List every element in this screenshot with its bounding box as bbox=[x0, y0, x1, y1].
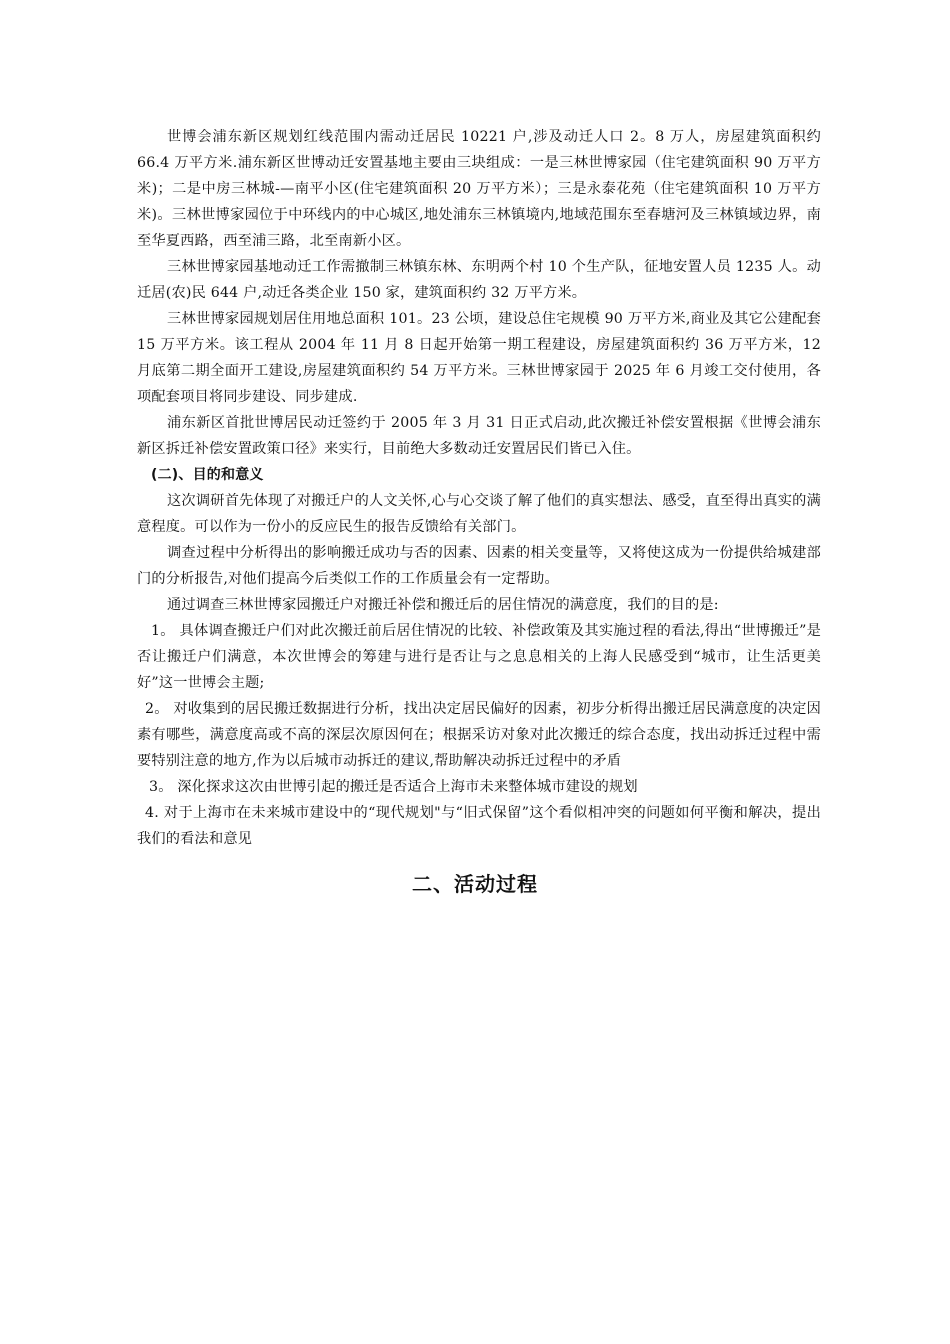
paragraph-base-relocation: 三林世博家园基地动迁工作需撤制三林镇东林、东明两个村 10 个生产队，征地安置人员 1235 人。动迁居(农)民 644 户,动迁各类企业 150 家，建筑面积约 32 万平方米。 bbox=[137, 259, 821, 301]
goal-item-3: 3。 深化探求这次由世博引起的搬迁是否适合上海市未来整体城市建设的规划 bbox=[149, 779, 638, 795]
paragraph-planning-area: 三林世博家园规划居住用地总面积 101。23 公顷，建设总住宅规模 90 万平方米,商业及其它公建配套 15 万平方米。该工程从 2004 年 11 月 8 日起开始第一期工程建设，房屋建筑面积约 36 万平方米，12 月底第二期全面开工建设,房屋建筑面积约 54 万平方米。三林世博家园于 2025 年 6 月竣工交付使用，各项配套项目将同步建设、同步建成. bbox=[137, 311, 821, 405]
subheading-purpose: (二)、目的和意义 bbox=[151, 467, 264, 483]
paragraph-goals-intro: 通过调查三林世博家园搬迁户对搬迁补偿和搬迁后的居住情况的满意度，我们的目的是: bbox=[167, 597, 719, 613]
paragraph-signing-start: 浦东新区首批世博居民动迁签约于 2005 年 3 月 31 日正式启动,此次搬迁补偿安置根据《世博会浦东新区拆迁补偿安置政策口径》来实行，目前绝大多数动迁安置居民们皆已入住。 bbox=[137, 415, 821, 457]
section-title: 二、活动过程 bbox=[412, 872, 538, 896]
goal-item-4: 4. 对于上海市在未来城市建设中的“现代规划"与“旧式保留”这个看似相冲突的问题如何平衡和解决，提出我们的看法和意见 bbox=[137, 805, 821, 847]
paragraph-analysis-report: 调查过程中分析得出的影响搬迁成功与否的因素、因素的相关变量等，又将使这成为一份提供给城建部门的分析报告,对他们提高今后类似工作的工作质量会有一定帮助。 bbox=[137, 545, 821, 587]
document-body bbox=[137, 124, 821, 852]
goal-item-1: 1。 具体调查搬迁户们对此次搬迁前后居住情况的比较、补偿政策及其实施过程的看法,得出“世博搬迁”是否让搬迁户们满意，本次世博会的筹建与进行是否让与之息息相关的上海人民感受到“城市，让生活更美好”这一世博会主题; bbox=[137, 623, 821, 691]
paragraph-humanistic-care: 这次调研首先体现了对搬迁户的人文关怀,心与心交谈了解了他们的真实想法、感受，直至得出真实的满意程度。可以作为一份小的反应民生的报告反馈给有关部门。 bbox=[137, 493, 821, 535]
goal-item-2: 2。 对收集到的居民搬迁数据进行分析，找出决定居民偏好的因素，初步分析得出搬迁居民满意度的决定因素有哪些，满意度高或不高的深层次原因何在；根据采访对象对此次搬迁的综合态度，找出动拆迁过程中需要特别注意的地方,作为以后城市动拆迁的建议,帮助解决动拆迁过程中的矛盾 bbox=[137, 701, 821, 769]
paragraph-relocation-scope: 世博会浦东新区规划红线范围内需动迁居民 10221 户,涉及动迁人口 2。8 万人，房屋建筑面积约 66.4 万平方米.浦东新区世博动迁安置基地主要由三块组成：一是三林世博家园（住宅建筑面积 90 万平方米)；二是中房三林城-—南平小区(住宅建筑面积 20 万平方米）；三是永泰花苑（住宅建筑面积 10 万平方米)。三林世博家园位于中环线内的中心城区,地处浦东三林镇境内,地域范围东至春塘河及三林镇域边界，南至华夏西路，西至浦三路，北至南新小区。 bbox=[137, 129, 821, 249]
